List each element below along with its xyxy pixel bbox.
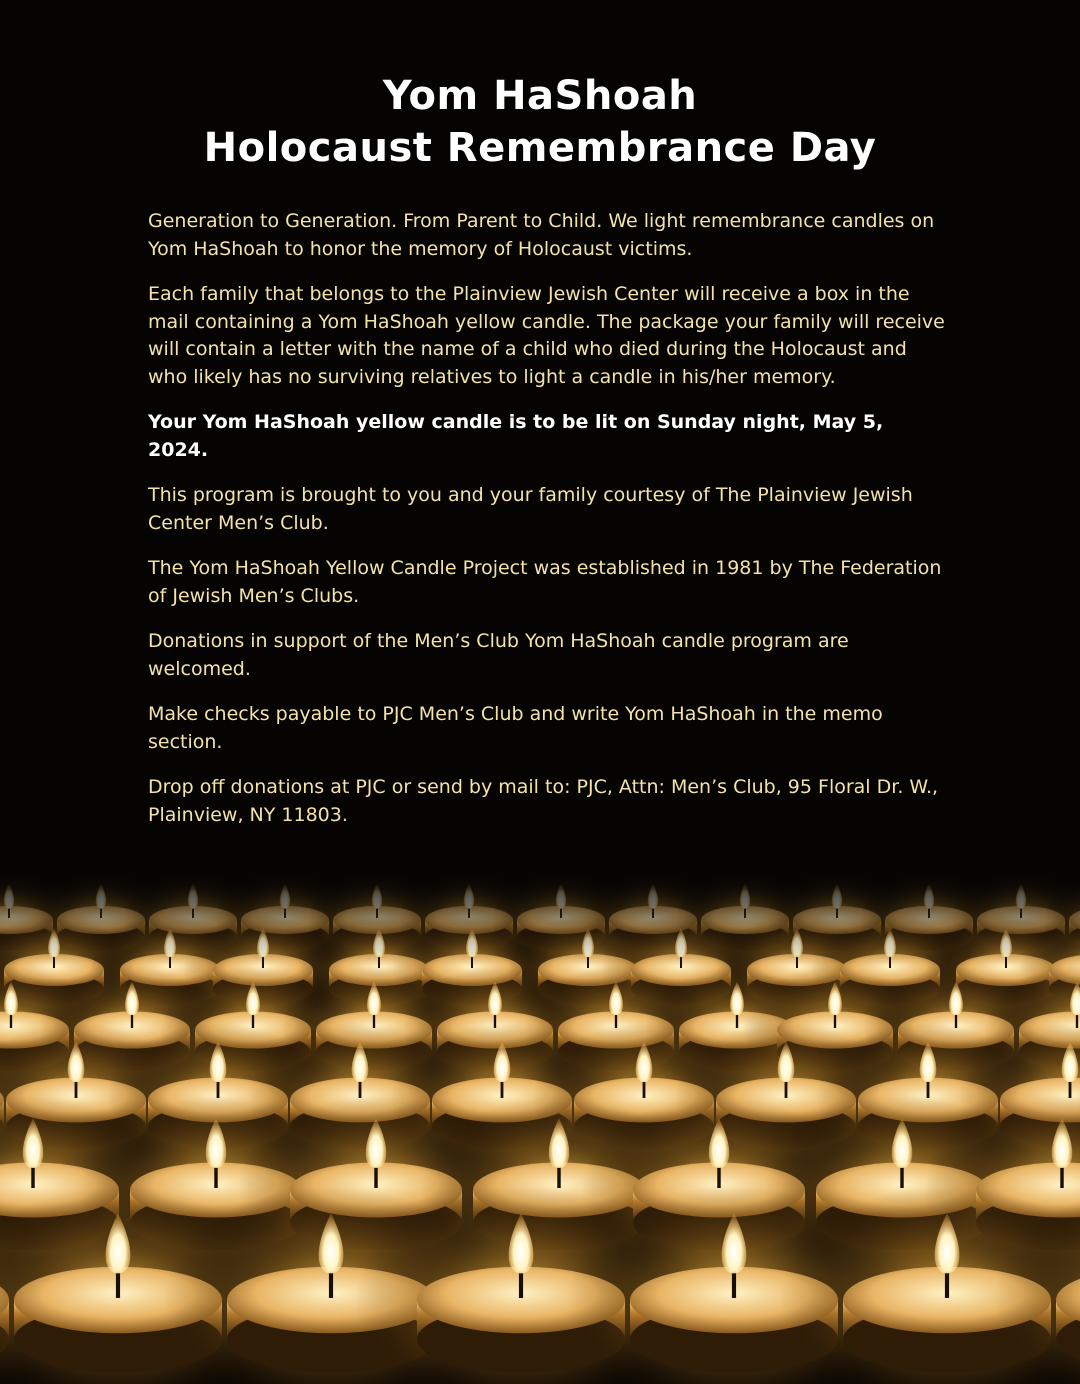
flyer-title — [0, 70, 1080, 174]
title-line-1: Yom HaShoah — [382, 73, 698, 119]
paragraph-family-box: Each family that belongs to the Plainview Jewish Center will receive a box in the mail containing a Yom HaShoah yellow candle. The package your family will receive will contain a letter with the name of a child who died during the Holocaust and who likely has no surviving relatives to light a candle in his/her memory. — [148, 283, 945, 388]
flyer-body — [148, 208, 948, 847]
paragraph-courtesy: This program is brought to you and your family courtesy of The Plainview Jewish Center Men’s Club. — [148, 484, 913, 534]
title-line-2: Holocaust Remembrance Day — [203, 125, 877, 171]
paragraph-donations: Donations in support of the Men’s Club Yom HaShoah candle program are welcomed. — [148, 630, 849, 680]
paragraph-checks: Make checks payable to PJC Men’s Club and write Yom HaShoah in the memo section. — [148, 703, 883, 753]
paragraph-history: The Yom HaShoah Yellow Candle Project was established in 1981 by The Federation of Jewish Men’s Clubs. — [148, 557, 942, 607]
paragraph-intro: Generation to Generation. From Parent to Child. We light remembrance candles on Yom HaShoah to honor the memory of Holocaust victims. — [148, 210, 935, 260]
paragraph-mail-address: Drop off donations at PJC or send by mail to: PJC, Attn: Men’s Club, 95 Floral Dr. W., Plainview, NY 11803. — [148, 776, 939, 826]
paragraph-lighting-date: Your Yom HaShoah yellow candle is to be lit on Sunday night, May 5, 2024. — [148, 411, 884, 461]
candles-photo — [0, 860, 1080, 1384]
